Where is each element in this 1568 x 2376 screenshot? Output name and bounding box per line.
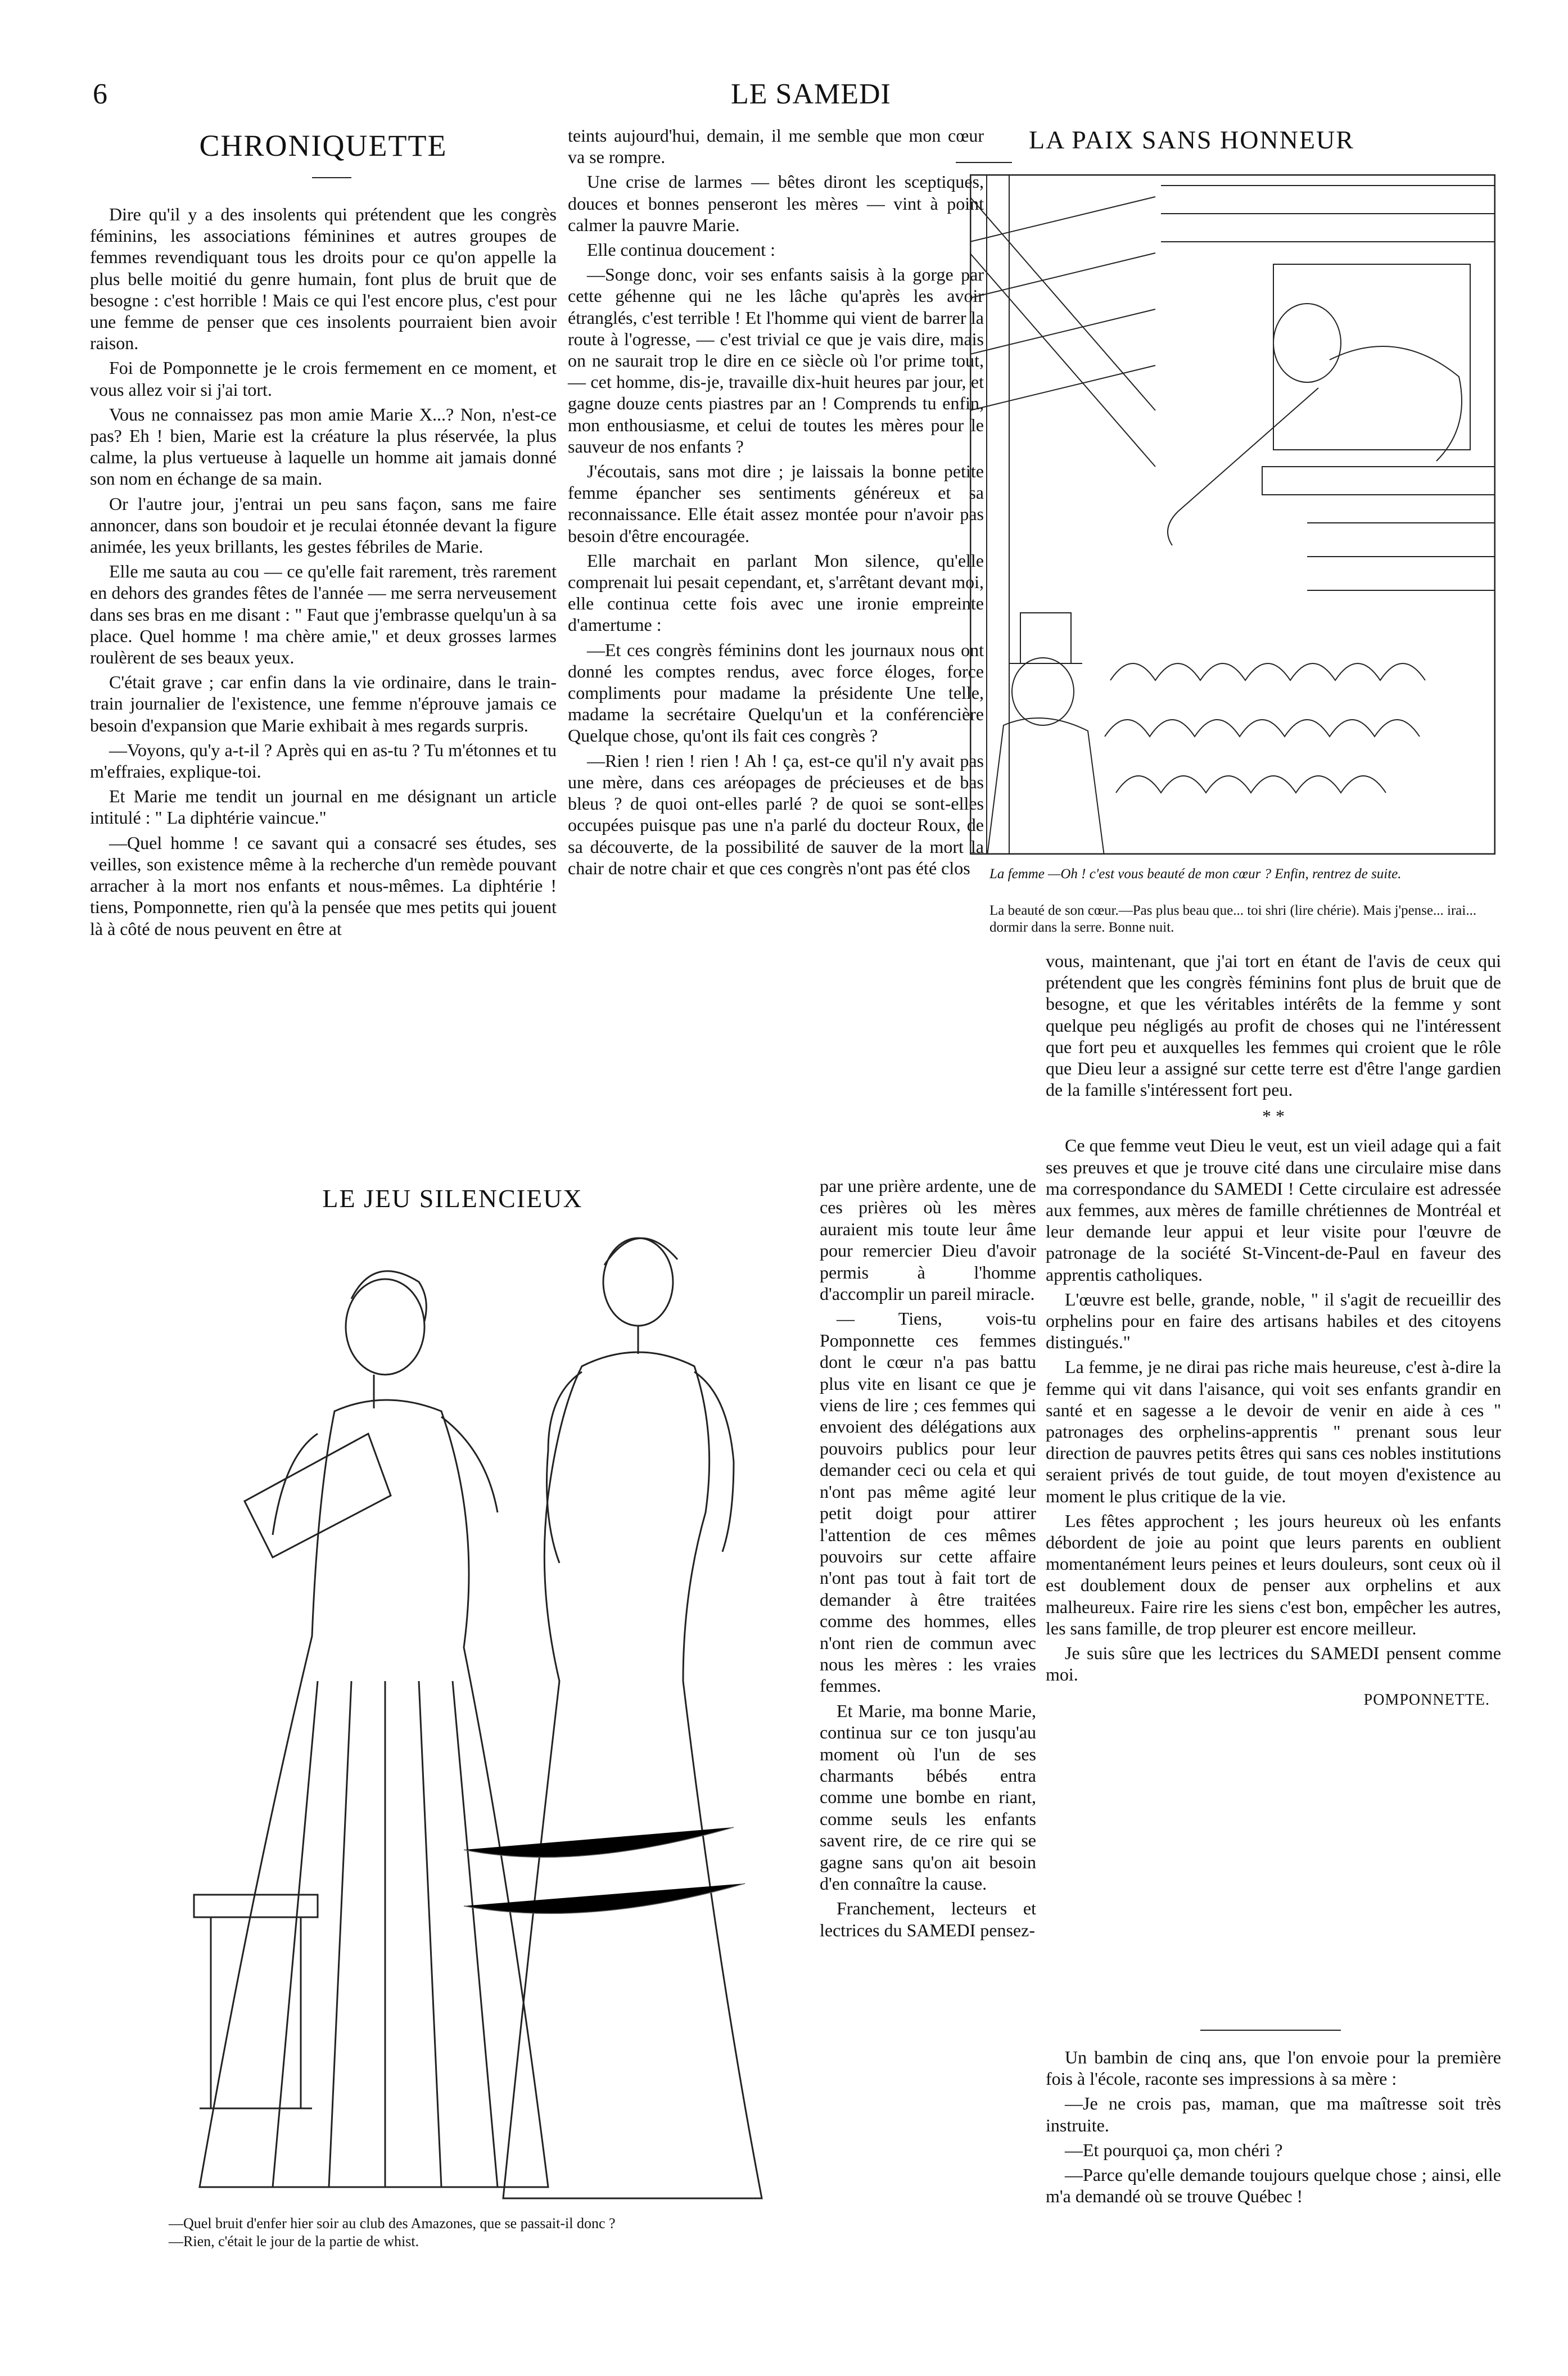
paragraph: Une crise de larmes — bêtes diront les sceptiques, douces et bonnes penseront les mères — vint à point calmer la pauvre Marie.: [568, 171, 984, 235]
paragraph: —Et pourquoi ça, mon chéri ?: [1065, 2139, 1283, 2160]
paix-caption-2: La beauté de son cœur.—Pas plus beau que... toi shri (lire chérie). Mais j'pense... irai... dormir dans la serre. Bonne nuit.: [989, 903, 1477, 935]
paragraph: Or l'autre jour, j'entrai un peu sans façon, sans me faire annoncer, dans son boudoir et je reculai étonnée devant la figure animée, les yeux brillants, les gestes fébriles de Marie.: [90, 493, 557, 557]
chroniquette-column-1: [90, 204, 557, 943]
paragraph: —Rien ! rien ! rien ! Ah ! ça, est-ce qu'il n'y avait pas une mère, dans ces aréopages de précieuses et de bas bleus ? de quoi ont-elles parlé ? de quoi se sont-elles occupées puisque pas une n'a parlé du docteur Roux, de sa découverte, de la possibilité de sauver de la mort la chair de notre chair et que ces congrès n'ont pas été clos: [568, 750, 984, 878]
paragraph: J'écoutais, sans mot dire ; je laissais la bonne petite femme épancher ses sentiments généreux et sa reconnaissance. Elle était assez montée pour n'avoir pas besoin d'être encouragée.: [568, 461, 984, 546]
jeu-caption-2: —Rien, c'était le jour de la partie de whist.: [169, 2233, 419, 2249]
paix-sans-honneur-title: LA PAIX SANS HONNEUR: [1029, 125, 1354, 154]
chroniquette-title: CHRONIQUETTE: [199, 129, 448, 162]
paragraph: Vous ne connaissez pas mon amie Marie X...? Non, n'est-ce pas? Eh ! bien, Marie est la créature la plus réservée, la plus calme, la plus vertueuse à laquelle un homme ait jamais donné son nom en échange de sa main.: [90, 404, 557, 489]
chroniquette-column-3: [1046, 950, 1501, 1709]
paragraph: — Tiens, vois-tu Pomponnette ces femmes dont le cœur n'a pas battu plus vite en lisant ce que je viens de lire ; ces femmes qui envoient des délégations aux pouvoirs publics pour leur demander ceci ou cela et qui n'ont pas même agité leur petit doigt pour attirer l'attention de ces mêmes pouvoirs sur cette affaire n'ont pas tout à fait tort de demander à être traitées comme des hommes, elles n'ont rien de commun avec nous les mères : les vraies femmes.: [820, 1308, 1036, 1696]
paragraph: Les fêtes approchent ; les jours heureux où les enfants débordent de joie au point que leurs parents en oublient momentanément leurs peines et leurs douleurs, sont ceux où il est doublement doux de penser aux orphelins et aux malheureux. Faire rire les siens c'est bon, empêcher les autres, les sans famille, de trop pleurer est encore meilleur.: [1046, 1510, 1501, 1638]
chroniquette-column-2: [568, 125, 984, 882]
paragraph: —Quel homme ! ce savant qui a consacré ses études, ses veilles, son existence même à la recherche d'un remède pouvant arracher à la mort nos enfants et nous-mêmes. La diphtérie ! tiens, Pomponnette, rien qu'à la pensée que mes petits qui jouent là à côté de nous peuvent en être at: [90, 832, 557, 939]
paragraph: Elle continua doucement :: [587, 240, 775, 260]
paragraph: vous, maintenant, que j'ai tort en étant de l'avis de ceux qui prétendent que les congrès féminins font plus de bruit que de besogne, et que les véritables intérêts de la femme y sont quelque peu négligés au profit de choses qui ne l'intéressent que fort peu et auxquelles les femmes qui croient que le rôle que Dieu leur a assigné sur cette terre est d'être l'ange gardien de la famille s'intéressent fort peu.: [1046, 951, 1501, 1100]
paragraph: Et Marie, ma bonne Marie, continua sur ce ton jusqu'au moment où l'un de ses charmants bébés entra comme une bombe en riant, comme seuls les enfants savent rire, de ce rire qui se gagne sans qu'on ait besoin d'en connaître la cause.: [820, 1700, 1036, 1894]
paix-title-divider: [956, 162, 1012, 163]
paix-caption-1: La femme —Oh ! c'est vous beauté de mon cœur ? Enfin, rentrez de suite.: [989, 866, 1402, 882]
paragraph: —Voyons, qu'y a-t-il ? Après qui en as-tu ? Tu m'étonnes et tu m'effraies, explique-toi.: [90, 739, 557, 782]
paragraph: Elle marchait en parlant Mon silence, qu'elle comprenait lui pesait cependant, et, s'arrêtant devant moi, elle continua cette fois avec une ironie empreinte d'amertume :: [568, 550, 984, 635]
bambin-anecdote: [1046, 2047, 1501, 2210]
paragraph: Dire qu'il y a des insolents qui prétendent que les congrès féminins, les associations féminines et autres groupes de femmes revendiquant tous les droits pour ce qu'on appelle la plus belle moitié du genre humain, font plus de bruit que de besogne : c'est horrible ! Mais ce qui l'est encore plus, c'est pour une femme de penser que ces insolents pourraient bien avoir raison.: [90, 204, 557, 354]
jeu-caption-1: —Quel bruit d'enfer hier soir au club des Amazones, que se passait-il donc ?: [169, 2215, 616, 2232]
paragraph: L'œuvre est belle, grande, noble, " il s'agit de recueillir des orphelins pour en faire des artisans habiles et des citoyens distingués.": [1046, 1289, 1501, 1353]
paragraph: —Et ces congrès féminins dont les journaux nous ont donné les comptes rendus, avec force éloges, force compliments pour madame la présidente Une telle, madame la secrétaire Quelqu'un et la conférencière Quelque chose, qu'ont ils fait ces congrès ?: [568, 639, 984, 746]
chroniquette-column-2-narrow: [820, 1175, 1036, 1944]
paragraph: teints aujourd'hui, demain, il me semble que mon cœur va se rompre.: [568, 125, 984, 168]
paragraph: Un bambin de cinq ans, que l'on envoie pour la première fois à l'école, raconte ses impressions à sa mère :: [1046, 2047, 1501, 2089]
paragraph: Je suis sûre que les lectrices du SAMEDI pensent comme moi.: [1046, 1643, 1501, 1685]
paix-sans-honneur-illustration: [970, 174, 1495, 855]
jeu-silencieux-illustration: [149, 1231, 812, 2210]
paragraph: Elle me sauta au cou — ce qu'elle fait rarement, très rarement en dehors des grandes fêtes de l'année — me serra nerveusement dans ses bras en me disant : " Faut que j'embrasse quelqu'un à sa place. Quel homme ! ma chère amie," et deux grosses larmes roulèrent de ses beaux yeux.: [90, 561, 557, 668]
section-divider: [1200, 2030, 1341, 2031]
paragraph: par une prière ardente, une de ces prières où les mères auraient mis toute leur âme pour remercier Dieu d'avoir permis à l'homme d'accomplir un pareil miracle.: [820, 1176, 1036, 1304]
masthead: LE SAMEDI: [731, 78, 891, 110]
signature: POMPONNETTE.: [1363, 1691, 1490, 1709]
paragraph: —Songe donc, voir ses enfants saisis à la gorge par cette géhenne qui ne les lâche qu'après les avoir étranglés, c'est terrible ! Et l'homme qui vient de barrer la route à l'ogresse, — c'est trivial ce que je vais dire, mais on ne saurait trop le dire en ce siècle où l'or prime tout, — cet homme, dis-je, travaille dix-huit heures par jour, et gagne douze cents piastres par an ! Comprends tu enfin, mon enthousiasme, et celui de toutes les mères pour le sauveur de nos enfants ?: [568, 264, 984, 457]
paragraph: —Parce qu'elle demande toujours quelque chose ; ainsi, elle m'a demandé où se trouve Québec !: [1046, 2165, 1501, 2207]
page-number: 6: [93, 78, 108, 110]
title-divider: [312, 177, 351, 178]
paragraph: —Je ne crois pas, maman, que ma maîtresse soit très instruite.: [1046, 2093, 1501, 2135]
paragraph: Et Marie me tendit un journal en me désignant un article intitulé : " La diphtérie vaincue.": [90, 786, 557, 828]
paragraph: La femme, je ne dirai pas riche mais heureuse, c'est à-dire la femme qui vit dans l'aisance, qui voit ses enfants grandir en santé et en sagesse a le devoir de venir en aide à ces " patronages des orphelins-apprentis " prenant sous leur direction de pauvres petits êtres qui sans ces nobles institutions seraient privés de tout guide, de tout moyen d'existence au moment le plus critique de la vie.: [1046, 1357, 1501, 1506]
paragraph: Ce que femme veut Dieu le veut, est un vieil adage qui a fait ses preuves et que je trouve cité dans une circulaire mise dans ma correspondance du SAMEDI ! Cette circulaire est adressée aux femmes, aux mères de famille chrétiennes de Montréal et leur demande leur appui et leur visite pour l'œuvre de patronage de la société St-Vincent-de-Paul en faveur des apprentis catholiques.: [1046, 1135, 1501, 1285]
paragraph: C'était grave ; car enfin dans la vie ordinaire, dans le train-train journalier de l'existence, une femme n'éprouve jamais ce besoin d'expansion que Marie exhibait à mes regards surpris.: [90, 672, 557, 735]
paragraph: Franchement, lecteurs et lectrices du SAMEDI pensez-: [820, 1898, 1036, 1940]
jeu-silencieux-title: LE JEU SILENCIEUX: [322, 1184, 583, 1213]
section-stars: * *: [1262, 1106, 1285, 1127]
paragraph: Foi de Pomponnette je le crois fermement en ce moment, et vous allez voir si j'ai tort.: [90, 358, 557, 400]
